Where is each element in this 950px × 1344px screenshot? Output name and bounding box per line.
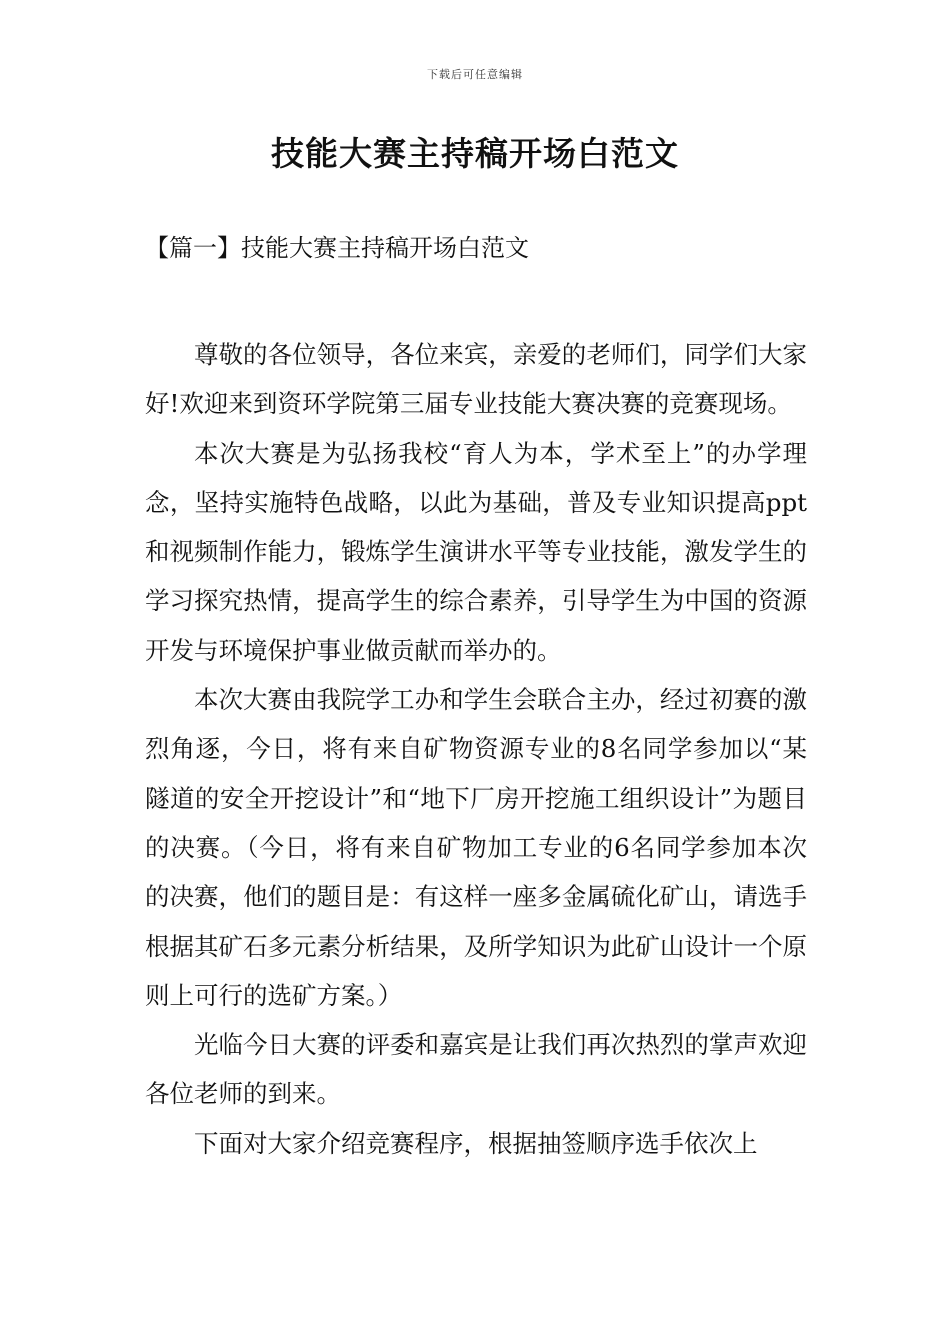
- header-note: 下载后可任意编辑: [427, 68, 523, 81]
- body-text: [145, 330, 807, 1168]
- paragraph-1: 尊敬的各位领导，各位来宾，亲爱的老师们，同学们大家好!欢迎来到资环学院第三届专业技能大赛决赛的竞赛现场。: [145, 340, 807, 419]
- paragraph-5: 下面对大家介绍竞赛程序，根据抽签顺序选手依次上: [194, 1128, 758, 1158]
- paragraph-4: 光临今日大赛的评委和嘉宾是让我们再次热烈的掌声欢迎各位老师的到来。: [145, 1030, 807, 1109]
- paragraph-2: 本次大赛是为弘扬我校“育人为本，学术至上”的办学理念，坚持实施特色战略，以此为基础，普及专业知识提高ppt和视频制作能力，锻炼学生演讲水平等专业技能，激发学生的学习探究热情，提高学生的综合素养，引导学生为中国的资源开发与环境保护事业做贡献而举办的。: [145, 438, 807, 665]
- document-title: 技能大赛主持稿开场白范文: [271, 134, 679, 173]
- paragraph-3: 本次大赛由我院学工办和学生会联合主办，经过初赛的激烈角逐，今日，将有来自矿物资源专业的8名同学参加以“某隧道的安全开挖设计”和“地下厂房开挖施工组织设计”为题目的决赛。（今日，将有来自矿物加工专业的6名同学参加本次的决赛，他们的题目是：有这样一座多金属硫化矿山，请选手根据其矿石多元素分析结果，及所学知识为此矿山设计一个原则上可行的选矿方案。）: [145, 685, 807, 1010]
- section-heading: 【篇一】技能大赛主持稿开场白范文: [145, 234, 529, 262]
